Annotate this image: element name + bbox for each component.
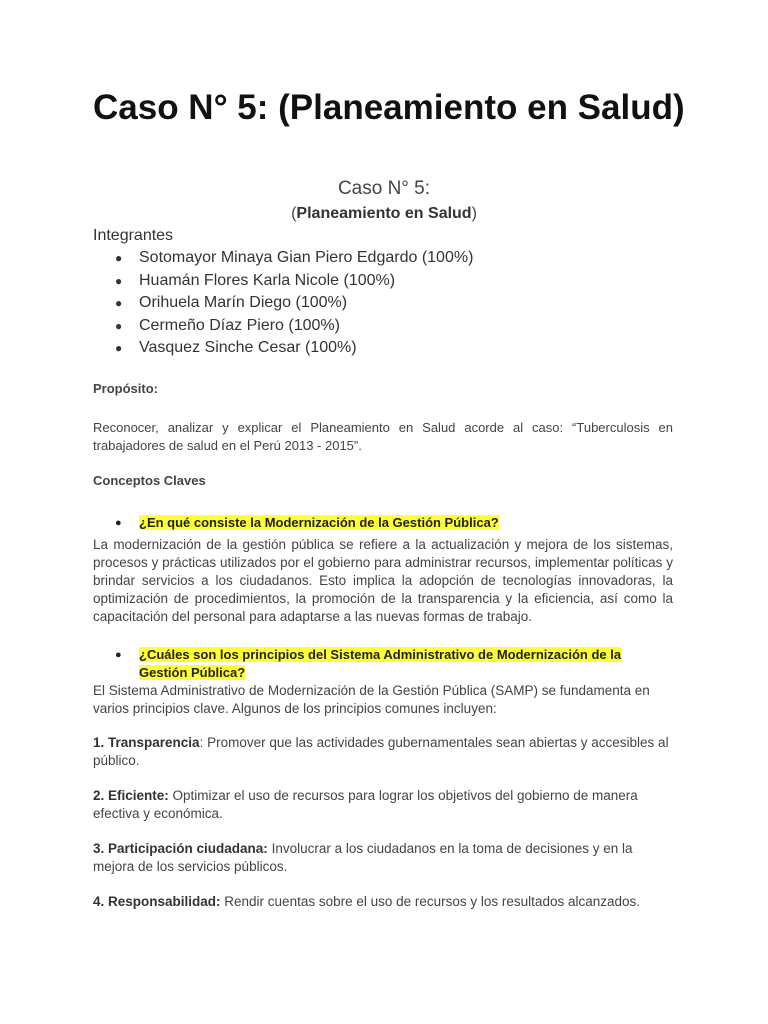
principle-1-label: 1. Transparencia [93,735,200,750]
conceptos-heading: Conceptos Claves [93,473,206,488]
principle-4-label: 4. Responsabilidad: [93,894,221,909]
topic-open-paren: ( [291,205,297,222]
answer-1: La modernización de la gestión pública se refiere a la actualización y mejora de los sistemas, procesos y prácticas utilizados por el gobierno para administrar recursos, implementar políticas y brindar servicios a los ciudadanos. Esto implica la adopción de tecnologías innovadoras, la optimización de procedimientos, la promoción de la transparencia y la eficiencia, así como la capacitación del personal para adaptarse a las nuevas formas de trabajo. [93,537,673,624]
question-2-text: ¿Cuáles son los principios del Sistema Administrativo de Modernización de la Gestión Pública? [139,647,622,680]
principle-1 [93,734,673,770]
bullet-icon: ● [115,517,122,529]
members-list [93,247,473,360]
page-title: Caso N° 5: (Planeamiento en Salud) [93,88,685,127]
proposito-text: Reconocer, analizar y explicar el Planeamiento en Salud acorde al caso: “Tuberculosis en trabajadores de salud en el Perú 2013 - 2015”. [93,420,673,453]
proposito-heading: Propósito: [93,381,158,396]
question-1 [93,514,673,532]
question-2 [93,646,673,682]
principle-2-text: Optimizar el uso de recursos para lograr los objetivos del gobierno de manera efectiva y económica. [93,788,638,821]
principle-2-label: 2. Eficiente: [93,788,169,803]
bullet-icon: ● [115,649,122,661]
list-item: ● Orihuela Marín Diego (100%) [93,292,473,315]
question-1-text: ¿En qué consiste la Modernización de la Gestión Pública? [139,515,499,530]
principle-4 [93,893,673,911]
topic-close-paren: ) [471,205,477,222]
principle-3-text: Involucrar a los ciudadanos en la toma de decisiones y en la mejora de los servicios públicos. [93,841,633,874]
case-subtitle: Caso N° 5: [337,178,431,199]
principle-4-text: Rendir cuentas sobre el uso de recursos y los resultados alcanzados. [220,894,641,909]
list-item: ● Vasquez Sinche Cesar (100%) [93,337,473,360]
principle-1-text: : Promover que las actividades gubernamentales sean abiertas y accesibles al público. [93,735,669,768]
principle-3 [93,840,673,876]
principle-3-label: 3. Participación ciudadana: [93,841,268,856]
list-item: ● Huamán Flores Karla Nicole (100%) [93,270,473,293]
integrantes-label: Integrantes [93,227,174,244]
answer-2: El Sistema Administrativo de Modernización de la Gestión Pública (SAMP) se fundamenta en varios principios clave. Algunos de los principios comunes incluyen: [93,683,650,716]
case-topic [0,203,768,225]
list-item: ● Sotomayor Minaya Gian Piero Edgardo (100%) [93,247,473,270]
topic-bold: Planeamiento en Salud [296,205,472,222]
principle-2 [93,787,673,823]
list-item: ● Cermeño Díaz Piero (100%) [93,315,473,338]
